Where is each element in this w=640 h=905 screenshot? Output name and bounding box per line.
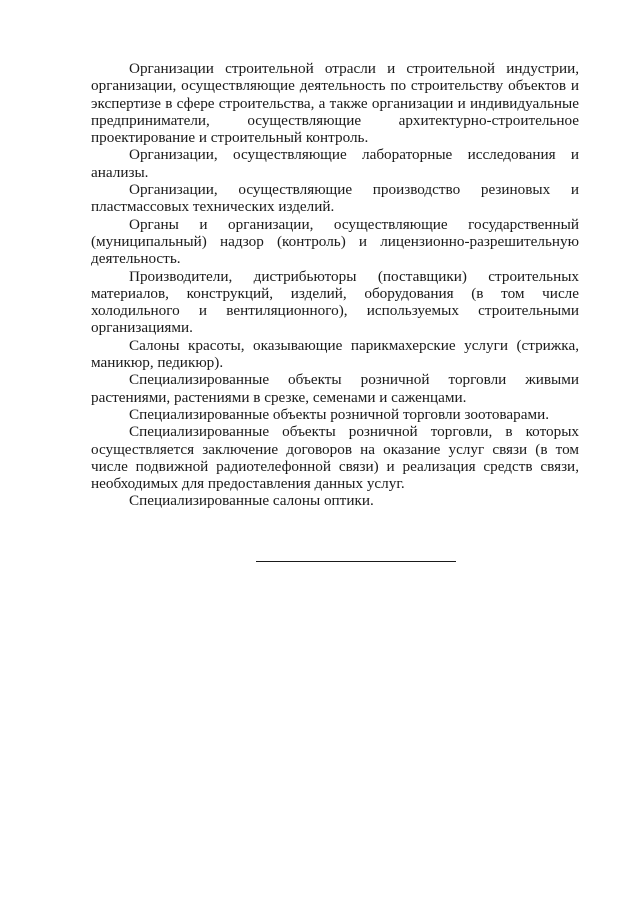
- paragraph-building-material-suppliers: Производители, дистрибьюторы (поставщики) строительных материалов, конструкций, изделий, оборудования (в том числе холодильного и вентиляционного), используемых строительными организациями.: [91, 267, 579, 337]
- paragraph-optics-salons: Специализированные салоны оптики.: [129, 492, 374, 510]
- end-divider-line: [256, 561, 456, 562]
- document-body: [91, 60, 579, 510]
- paragraph-pet-goods-retail: Специализированные объекты розничной торговли зоотоварами.: [129, 405, 549, 423]
- paragraph-telecom-retail: Специализированные объекты розничной торговли, в которых осуществляется заключение договоров на оказание услуг связи (в том числе подвижной радиотелефонной связи) и реализация средств связи, необходимых для предоставления данных услуг.: [91, 423, 579, 493]
- paragraph-rubber-plastic-producers: Организации, осуществляющие производство резиновых и пластмассовых технических изделий.: [91, 181, 579, 216]
- paragraph-supervisory-bodies: Органы и организации, осуществляющие государственный (муниципальный) надзор (контроль) и лицензионно-разрешительную деятельность.: [91, 215, 579, 268]
- paragraph-laboratory-organizations: Организации, осуществляющие лабораторные исследования и анализы.: [91, 146, 579, 181]
- paragraph-beauty-salons: Салоны красоты, оказывающие парикмахерские услуги (стрижка, маникюр, педикюр).: [91, 336, 579, 372]
- paragraph-construction-organizations: Организации строительной отрасли и строительной индустрии, организации, осуществляющие деятельность по строительству объектов и экспертизе в сфере строительства, а также организации и индивидуальные предприниматели, осуществляющие архитектурно-строительное проектирование и строительный контроль.: [91, 60, 579, 147]
- paragraph-plant-retail: Специализированные объекты розничной торговли живыми растениями, растениями в срезке, семенами и саженцами.: [91, 371, 579, 406]
